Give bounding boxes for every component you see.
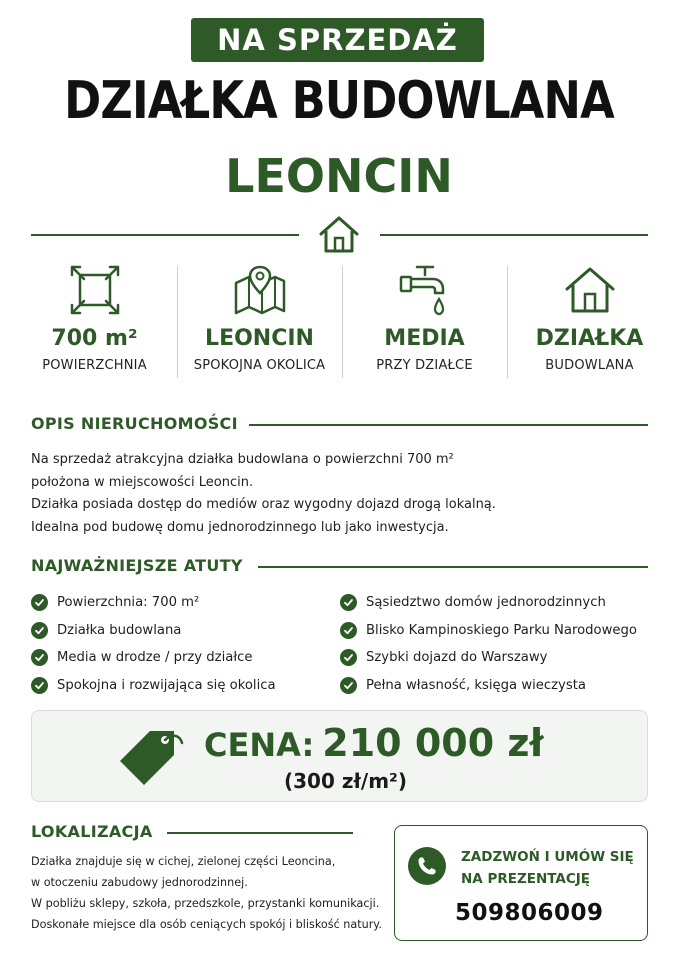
- contact-box: [394, 825, 648, 941]
- list-item: [31, 589, 276, 617]
- city-title: LEONCIN: [225, 149, 453, 203]
- header-divider: [31, 212, 648, 256]
- price-tag-icon: [116, 721, 186, 785]
- highlights-heading-line: [258, 566, 648, 568]
- price-label: CENA:: [204, 726, 315, 764]
- divider-line-left: [31, 234, 299, 236]
- list-item-label: Media w drodze / przy działce: [57, 650, 253, 666]
- description-heading-line: [249, 424, 648, 426]
- feature-location-label: SPOKOJNA OKOLICA: [193, 358, 326, 373]
- phone-icon: [408, 847, 446, 885]
- price-value: 210 000 zł: [322, 721, 544, 765]
- list-item: [31, 672, 276, 700]
- feature-area: [12, 262, 177, 380]
- page-title: DZIAŁKA BUDOWLANA: [64, 71, 614, 131]
- feature-location: [177, 262, 342, 380]
- feature-media: [342, 262, 507, 380]
- list-item-label: Blisko Kampinoskiego Parku Narodowego: [366, 622, 637, 638]
- list-item-label: Działka budowlana: [57, 622, 182, 638]
- price-line: [204, 721, 544, 765]
- phone-number[interactable]: 509806009: [455, 900, 604, 926]
- check-icon: [340, 622, 357, 639]
- check-icon: [31, 594, 48, 611]
- highlights-column-left: [31, 589, 276, 699]
- location-line: Doskonałe miejsce dla osób ceniących spokój i bliskość natury.: [31, 918, 382, 931]
- list-item: [340, 617, 637, 645]
- check-icon: [31, 649, 48, 666]
- description-heading: OPIS NIERUCHOMOŚCI: [31, 414, 238, 433]
- house-icon: [315, 212, 363, 256]
- list-item: [340, 644, 637, 672]
- list-item-label: Spokojna i rozwijająca się okolica: [57, 678, 276, 694]
- feature-type-label: BUDOWLANA: [545, 358, 634, 373]
- feature-media-label: PRZY DZIAŁCE: [376, 358, 473, 373]
- faucet-icon: [397, 263, 453, 317]
- check-icon: [340, 649, 357, 666]
- description-line: Na sprzedaż atrakcyjna działka budowlana o powierzchni 700 m²: [31, 452, 454, 467]
- price-box: [31, 710, 648, 802]
- location-heading-line: [167, 832, 353, 834]
- check-icon: [340, 677, 357, 694]
- list-item: [340, 672, 637, 700]
- location-heading: LOKALIZACJA: [31, 822, 153, 841]
- location-line: w otoczeniu zabudowy jednorodzinnej.: [31, 876, 248, 889]
- list-item: [340, 589, 637, 617]
- description-line: Idealna pod budowę domu jednorodzinnego lub jako inwestycja.: [31, 519, 449, 535]
- feature-type: [507, 262, 672, 380]
- contact-cta: [461, 846, 645, 890]
- list-item-label: Sąsiedztwo domów jednorodzinnych: [366, 595, 606, 611]
- highlights-heading: NAJWAŻNIEJSZE ATUTY: [31, 556, 243, 575]
- feature-type-value: DZIAŁKA: [535, 326, 644, 351]
- check-icon: [31, 622, 48, 639]
- map-icon: [232, 263, 288, 317]
- list-item-label: Szybki dojazd do Warszawy: [366, 650, 548, 666]
- features-row: [12, 262, 672, 380]
- feature-media-value: MEDIA: [384, 326, 465, 351]
- for-sale-badge: NA SPRZEDAŻ: [191, 18, 484, 62]
- location-line: Działka znajduje się w cichej, zielonej części Leoncina,: [31, 855, 336, 868]
- description-line: położona w miejscowości Leoncin.: [31, 474, 254, 490]
- price-per-m2: (300 zł/m²): [284, 769, 407, 793]
- description-line: Działka posiada dostęp do mediów oraz wygodny dojazd drogą lokalną.: [31, 497, 496, 512]
- list-item-label: Powierzchnia: 700 m²: [57, 595, 200, 611]
- list-item: [31, 644, 276, 672]
- check-icon: [340, 594, 357, 611]
- feature-location-value: LEONCIN: [205, 326, 314, 351]
- house-icon: [563, 263, 617, 317]
- area-icon: [68, 263, 122, 317]
- check-icon: [31, 677, 48, 694]
- feature-area-value: 700 m²: [51, 326, 138, 351]
- list-item-label: Pełna własność, księga wieczysta: [366, 678, 586, 694]
- contact-cta-line: NA PREZENTACJĘ: [461, 871, 591, 887]
- location-line: W pobliżu sklepy, szkoła, przedszkole, przystanki komunikacji.: [31, 897, 380, 910]
- divider-line-right: [380, 234, 648, 236]
- description-text: [31, 449, 591, 539]
- location-text: [31, 851, 391, 935]
- feature-area-label: POWIERZCHNIA: [42, 358, 147, 373]
- contact-cta-line: ZADZWOŃ I UMÓW SIĘ: [461, 849, 634, 865]
- list-item: [31, 617, 276, 645]
- highlights-column-right: [340, 589, 637, 699]
